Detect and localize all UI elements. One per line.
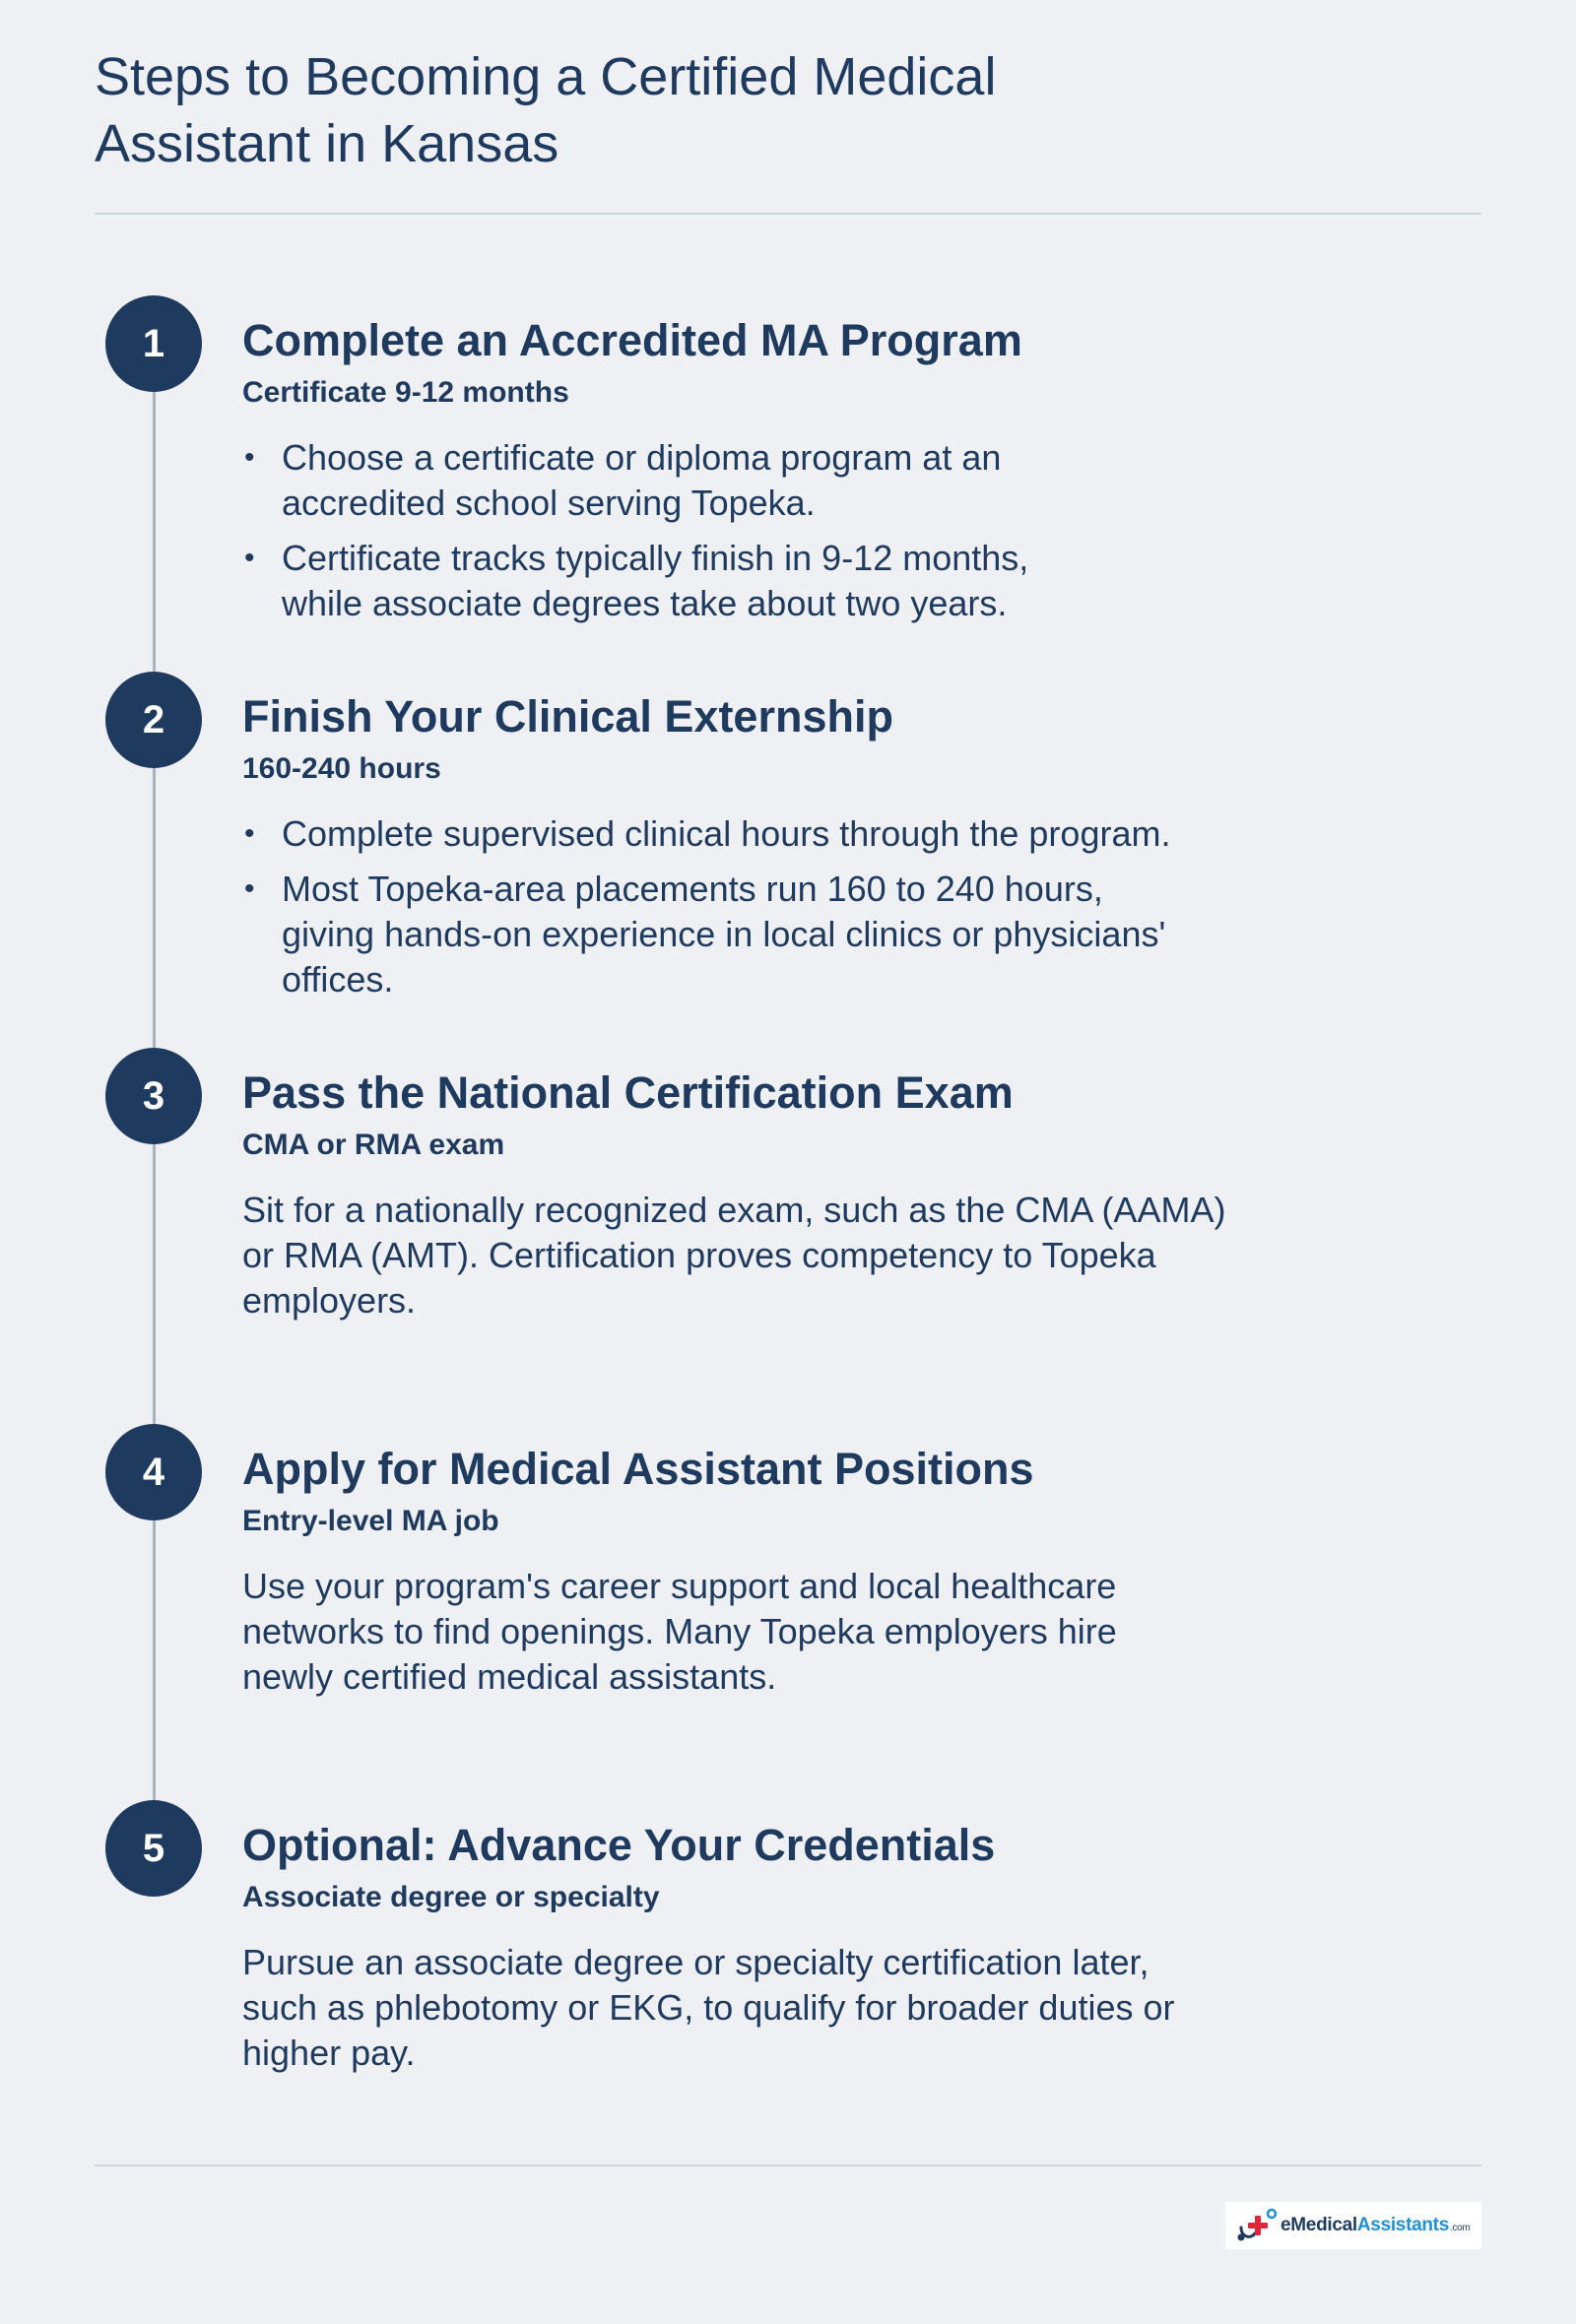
step-bullet-list xyxy=(242,435,1070,626)
step-title: Complete an Accredited MA Program xyxy=(242,315,1022,365)
step-content xyxy=(242,313,1326,636)
step-title: Pass the National Certification Exam xyxy=(242,1067,1014,1118)
step-description: Use your program's career support and local healthcare networks to find openings. Many Topeka employers hire newly certified medical assistants. xyxy=(242,1566,1117,1697)
step-content xyxy=(242,1818,1326,2076)
step-content xyxy=(242,1065,1326,1323)
step-title: Finish Your Clinical Externship xyxy=(242,691,893,742)
step-subtitle: Certificate 9-12 months xyxy=(242,376,569,409)
logo-wordmark: eMedicalAssistants.com xyxy=(1280,2215,1471,2235)
step-bullet: • Complete supervised clinical hours through the program. xyxy=(242,811,1227,857)
step-content xyxy=(242,1442,1326,1700)
step-number-badge: 4 xyxy=(105,1424,202,1520)
bottom-divider xyxy=(95,2164,1481,2166)
emedicalassistants-logo xyxy=(1225,2202,1481,2249)
step-description: Pursue an associate degree or specialty certification later, such as phlebotomy or EKG, to qualify for broader duties or higher pay. xyxy=(242,1942,1175,2073)
step-number-badge: 1 xyxy=(105,295,202,392)
step-bullet-list xyxy=(242,811,1227,1002)
step-number-badge: 2 xyxy=(105,672,202,768)
step-subtitle: CMA or RMA exam xyxy=(242,1129,505,1161)
page-title: Steps to Becoming a Certified Medical Assistant in Kansas xyxy=(95,47,997,173)
step-bullet: • Choose a certificate or diploma program at an accredited school serving Topeka. xyxy=(242,435,1070,526)
step-content xyxy=(242,689,1326,1012)
step-title: Optional: Advance Your Credentials xyxy=(242,1820,996,1870)
step-bullet: • Certificate tracks typically finish in 9-12 months, while associate degrees take about two years. xyxy=(242,536,1070,626)
step-subtitle: 160-240 hours xyxy=(242,752,441,785)
step-subtitle: Entry-level MA job xyxy=(242,1505,499,1537)
step-subtitle: Associate degree or specialty xyxy=(242,1881,660,1913)
stethoscope-cross-icon xyxy=(1235,2206,1279,2245)
step-title: Apply for Medical Assistant Positions xyxy=(242,1444,1034,1494)
step-bullet: • Most Topeka-area placements run 160 to 240 hours, giving hands-on experience in local clinics or physicians' offices. xyxy=(242,867,1188,1002)
top-divider xyxy=(95,213,1481,215)
step-number-badge: 3 xyxy=(105,1048,202,1144)
step-description: Sit for a nationally recognized exam, such as the CMA (AAMA) or RMA (AMT). Certification proves competency to Topeka employers. xyxy=(242,1190,1226,1321)
step-number-badge: 5 xyxy=(105,1800,202,1897)
